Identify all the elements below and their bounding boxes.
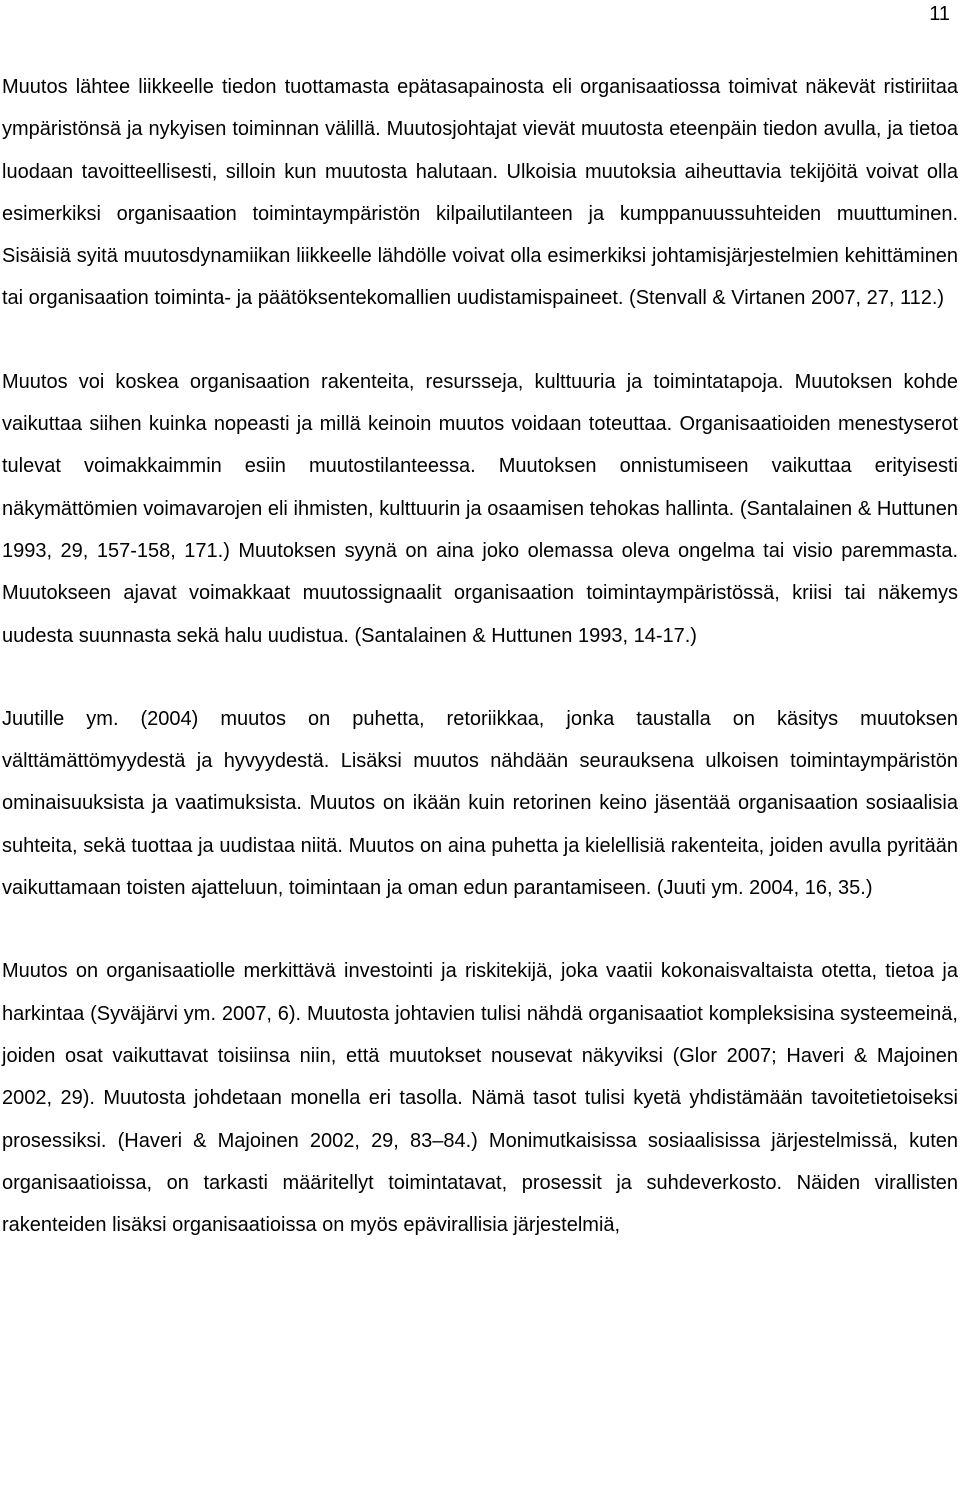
page-number: 11 <box>929 3 950 25</box>
paragraph-3: Juutille ym. (2004) muutos on puhetta, retoriikkaa, jonka taustalla on käsitys muutoksen välttämättömyydestä ja hyvyydestä. Lisäksi muutos nähdään seurauksena ulkoisen toimintaympäristön ominaisuuksista ja vaatimuksista. Muutos on ikään kuin retorinen keino jäsentää organisaation sosiaalisia suhteita, sekä tuottaa ja uudistaa niitä. Muutos on aina puhetta ja kielellisiä rakenteita, joiden avulla pyritään vaikuttamaan toisten ajatteluun, toimintaan ja oman edun parantamiseen. (Juuti ym. 2004, 16, 35.) <box>2 707 958 900</box>
paragraph-2: Muutos voi koskea organisaation rakenteita, resursseja, kulttuuria ja toimintatapoja. Muutoksen kohde vaikuttaa siihen kuinka nopeasti ja millä keinoin muutos voidaan toteuttaa. Organisaatioiden menestyserot tulevat voimakkaimmin esiin muutostilanteessa. Muutoksen onnistumiseen vaikuttaa erityisesti näkymättömien voimavarojen eli ihmisten, kulttuurin ja osaamisen tehokas hallinta. (Santalainen & Huttunen 1993, 29, 157-158, 171.) Muutoksen syynä on aina joko olemassa oleva ongelma tai visio paremmasta. Muutokseen ajavat voimakkaat muutossignaalit organisaation toimintaympäristössä, kriisi tai näkemys uudesta suunnasta sekä halu uudistua. (Santalainen & Huttunen 1993, 14-17.) <box>2 370 958 647</box>
document-body <box>2 66 958 1246</box>
paragraph-1: Muutos lähtee liikkeelle tiedon tuottamasta epätasapainosta eli organisaatiossa toimivat näkevät ristiriitaa ympäristönsä ja nykyisen toiminnan välillä. Muutosjohtajat vievät muutosta eteenpäin tiedon avulla, ja tietoa luodaan tavoitteellisesti, silloin kun muutosta halutaan. Ulkoisia muutoksia aiheuttavia tekijöitä voivat olla esimerkiksi organisaation toimintaympäristön kilpailutilanteen ja kumppanuussuhteiden muuttuminen. Sisäisiä syitä muutosdynamiikan liikkeelle lähdölle voivat olla esimerkiksi johtamisjärjestelmien kehittäminen tai organisaation toiminta- ja päätöksentekomallien uudistamispaineet. (Stenvall & Virtanen 2007, 27, 112.) <box>2 76 958 310</box>
paragraph-4: Muutos on organisaatiolle merkittävä investointi ja riskitekijä, joka vaatii kokonaisvaltaista otetta, tietoa ja harkintaa (Syväjärvi ym. 2007, 6). Muutosta johtavien tulisi nähdä organisaatiot kompleksisina systeemeinä, joiden osat vaikuttavat toisiinsa niin, että muutokset nousevat näkyviksi (Glor 2007; Haveri & Majoinen 2002, 29). Muutosta johdetaan monella eri tasolla. Nämä tasot tulisi kyetä yhdistämään tavoitetietoiseksi prosessiksi. (Haveri & Majoinen 2002, 29, 83–84.) Monimutkaisissa sosiaalisissa järjestelmissä, kuten organisaatioissa, on tarkasti määritellyt toimintatavat, prosessit ja suhdeverkosto. Näiden virallisten rakenteiden lisäksi organisaatioissa on myös epävirallisia järjestelmiä, <box>2 960 958 1237</box>
